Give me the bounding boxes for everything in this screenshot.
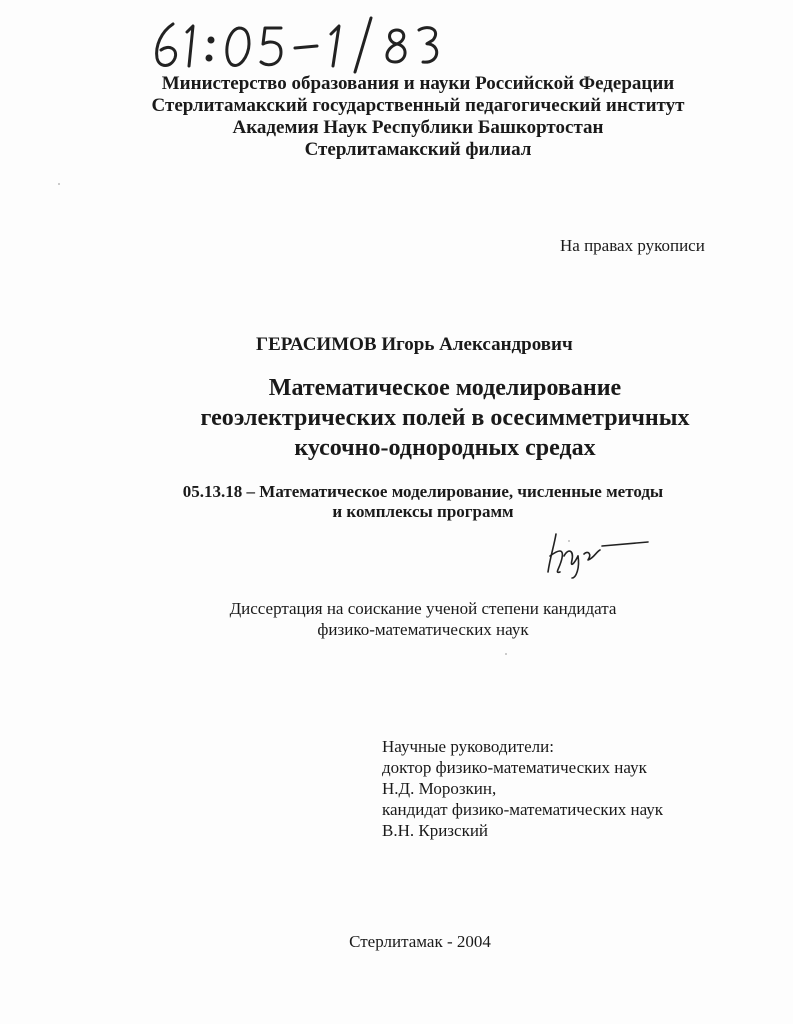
specialty-line: и комплексы программ bbox=[332, 502, 514, 521]
degree-line: физико-математических наук bbox=[317, 620, 529, 639]
institution-line: Стерлитамакский государственный педагогический институт bbox=[151, 95, 685, 116]
specialty-code bbox=[0, 482, 793, 522]
supervisors-block bbox=[382, 736, 663, 841]
handwritten-signature bbox=[540, 528, 655, 580]
supervisor-line: Н.Д. Морозкин, bbox=[382, 779, 497, 798]
author-name: ГЕРАСИМОВ Игорь Александрович bbox=[256, 334, 573, 355]
institution-line: Стерлитамакский филиал bbox=[304, 139, 532, 160]
supervisors-heading: Научные руководители: bbox=[382, 737, 554, 756]
supervisor-line: кандидат физико-математических наук bbox=[382, 800, 664, 819]
title-line: геоэлектрических полей в осесимметричных bbox=[200, 405, 690, 431]
institution-line: Министерство образования и науки Российской Федерации bbox=[161, 73, 675, 94]
degree-line: Диссертация на соискание ученой степени кандидата bbox=[229, 599, 617, 618]
institution-line: Академия Наук Республики Башкортостан bbox=[232, 117, 604, 138]
supervisor-line: доктор физико-математических наук bbox=[382, 758, 647, 777]
dissertation-degree bbox=[0, 598, 793, 640]
supervisor-line: В.Н. Кризский bbox=[382, 821, 489, 840]
title-line: Математическое моделирование bbox=[268, 375, 622, 401]
title-line: кусочно-однородных средах bbox=[294, 435, 596, 461]
city-year: Стерлитамак - 2004 bbox=[349, 932, 491, 951]
scan-speck bbox=[58, 183, 60, 185]
specialty-line: 05.13.18 – Математическое моделирование, численные методы bbox=[182, 482, 664, 501]
scan-speck bbox=[568, 540, 570, 542]
institutions-block bbox=[0, 73, 793, 161]
manuscript-rights-note: На правах рукописи bbox=[560, 236, 705, 255]
dissertation-title bbox=[0, 373, 793, 463]
handwritten-catalog-code bbox=[135, 6, 455, 76]
scan-speck bbox=[505, 653, 507, 655]
